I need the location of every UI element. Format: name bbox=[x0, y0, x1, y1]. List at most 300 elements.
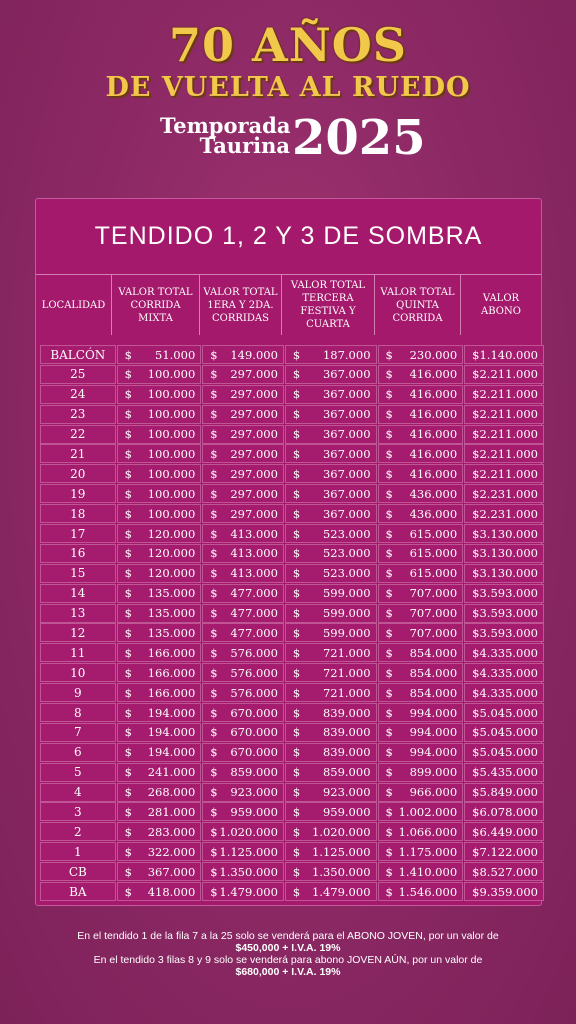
currency-symbol: $ bbox=[472, 725, 480, 740]
price-value: 615.000 bbox=[409, 526, 458, 541]
table-row bbox=[40, 484, 545, 504]
poster-header bbox=[0, 0, 576, 190]
currency-symbol: $ bbox=[210, 606, 218, 621]
price-value: 297.000 bbox=[230, 367, 278, 382]
price-value: 1.002.000 bbox=[398, 804, 458, 819]
price-cell bbox=[378, 802, 464, 821]
price-value: 2.211.000 bbox=[479, 427, 538, 442]
table-header-row bbox=[36, 275, 541, 335]
price-value: 413.000 bbox=[230, 546, 278, 561]
price-value: 100.000 bbox=[147, 387, 196, 402]
currency-symbol: $ bbox=[292, 506, 301, 521]
price-cell bbox=[285, 623, 377, 642]
currency-symbol: $ bbox=[124, 526, 132, 541]
currency-symbol: $ bbox=[472, 884, 480, 899]
currency-symbol: $ bbox=[385, 387, 393, 402]
price-cell bbox=[117, 504, 202, 523]
price-value: 297.000 bbox=[230, 387, 278, 402]
table-row bbox=[40, 365, 545, 385]
price-cell bbox=[285, 544, 377, 563]
currency-symbol: $ bbox=[472, 685, 480, 700]
table-row bbox=[40, 564, 545, 584]
currency-symbol: $ bbox=[385, 824, 393, 839]
currency-symbol: $ bbox=[385, 586, 393, 601]
column-header-tercera-cuarta: VALOR TOTAL TERCERA FESTIVA Y CUARTA bbox=[282, 275, 375, 335]
price-value: 2.211.000 bbox=[479, 367, 538, 382]
price-cell bbox=[378, 604, 464, 623]
currency-symbol: $ bbox=[385, 705, 393, 720]
price-value: 241.000 bbox=[147, 765, 196, 780]
price-value: 166.000 bbox=[147, 665, 196, 680]
price-value: 477.000 bbox=[230, 625, 278, 640]
currency-symbol: $ bbox=[472, 546, 480, 561]
price-value: 721.000 bbox=[322, 685, 371, 700]
currency-symbol: $ bbox=[124, 407, 132, 422]
currency-symbol: $ bbox=[472, 844, 480, 859]
price-value: 3.593.000 bbox=[479, 586, 538, 601]
price-value: 707.000 bbox=[409, 625, 458, 640]
price-cell bbox=[378, 743, 464, 762]
price-value: 416.000 bbox=[409, 407, 458, 422]
price-value: 1.350.000 bbox=[311, 864, 371, 879]
currency-symbol: $ bbox=[292, 765, 301, 780]
row-location: 5 bbox=[40, 763, 116, 782]
currency-symbol: $ bbox=[385, 685, 393, 700]
currency-symbol: $ bbox=[472, 427, 480, 442]
row-location: 8 bbox=[40, 703, 116, 722]
price-value: 297.000 bbox=[230, 466, 278, 481]
currency-symbol: $ bbox=[124, 685, 132, 700]
price-cell bbox=[464, 763, 544, 782]
price-cell bbox=[464, 822, 544, 841]
table-row bbox=[40, 385, 545, 405]
price-value: 707.000 bbox=[409, 606, 458, 621]
currency-symbol: $ bbox=[124, 606, 132, 621]
currency-symbol: $ bbox=[472, 347, 480, 362]
price-cell bbox=[464, 484, 544, 503]
price-cell bbox=[117, 444, 202, 463]
table-row bbox=[40, 425, 545, 445]
price-cell bbox=[464, 345, 544, 364]
anniversary-title: 70 AÑOS bbox=[168, 18, 408, 72]
currency-symbol: $ bbox=[472, 765, 480, 780]
table-row bbox=[40, 783, 545, 803]
price-cell bbox=[117, 385, 202, 404]
price-value: 1.350.000 bbox=[219, 864, 278, 879]
currency-symbol: $ bbox=[124, 625, 132, 640]
table-row bbox=[40, 802, 545, 822]
price-value: 100.000 bbox=[147, 466, 196, 481]
price-cell bbox=[285, 405, 377, 424]
price-cell bbox=[464, 464, 544, 483]
currency-symbol: $ bbox=[292, 606, 301, 621]
footer-note-1: En el tendido 1 de la fila 7 a la 25 solo se venderá para el ABONO JOVEN, por un valor de bbox=[77, 930, 499, 942]
currency-symbol: $ bbox=[124, 884, 132, 899]
row-location: 6 bbox=[40, 743, 116, 762]
row-location: 16 bbox=[40, 544, 116, 563]
price-cell bbox=[464, 862, 544, 881]
currency-symbol: $ bbox=[472, 665, 480, 680]
currency-symbol: $ bbox=[472, 526, 480, 541]
price-value: 4.335.000 bbox=[479, 665, 538, 680]
price-cell bbox=[378, 425, 464, 444]
currency-symbol: $ bbox=[210, 427, 218, 442]
price-value: 3.130.000 bbox=[479, 546, 538, 561]
price-value: 51.000 bbox=[155, 347, 196, 362]
price-value: 854.000 bbox=[409, 665, 458, 680]
price-value: 2.211.000 bbox=[479, 466, 538, 481]
currency-symbol: $ bbox=[472, 466, 480, 481]
row-location: 18 bbox=[40, 504, 116, 523]
currency-symbol: $ bbox=[210, 367, 218, 382]
price-value: 135.000 bbox=[147, 586, 196, 601]
currency-symbol: $ bbox=[292, 586, 301, 601]
price-cell bbox=[202, 882, 284, 901]
price-cell bbox=[202, 623, 284, 642]
price-value: 1.175.000 bbox=[398, 844, 458, 859]
price-cell bbox=[117, 345, 202, 364]
column-header-corrida-mixta: VALOR TOTAL CORRIDA MIXTA bbox=[112, 275, 200, 335]
price-cell bbox=[202, 484, 284, 503]
price-value: 6.449.000 bbox=[479, 824, 538, 839]
currency-symbol: $ bbox=[472, 367, 480, 382]
price-cell bbox=[202, 464, 284, 483]
currency-symbol: $ bbox=[385, 506, 393, 521]
currency-symbol: $ bbox=[472, 625, 480, 640]
currency-symbol: $ bbox=[210, 625, 218, 640]
price-cell bbox=[378, 882, 464, 901]
currency-symbol: $ bbox=[292, 645, 301, 660]
table-row bbox=[40, 743, 545, 763]
price-value: 994.000 bbox=[409, 745, 458, 760]
price-cell bbox=[202, 783, 284, 802]
row-location: 2 bbox=[40, 822, 116, 841]
price-value: 839.000 bbox=[322, 705, 371, 720]
currency-symbol: $ bbox=[472, 645, 480, 660]
price-cell bbox=[464, 723, 544, 742]
price-cell bbox=[464, 405, 544, 424]
price-cell bbox=[378, 524, 464, 543]
row-location: 22 bbox=[40, 425, 116, 444]
currency-symbol: $ bbox=[292, 785, 301, 800]
price-cell bbox=[202, 444, 284, 463]
price-cell bbox=[285, 802, 377, 821]
price-value: 707.000 bbox=[409, 586, 458, 601]
price-value: 166.000 bbox=[147, 685, 196, 700]
currency-symbol: $ bbox=[292, 804, 301, 819]
currency-symbol: $ bbox=[210, 804, 218, 819]
currency-symbol: $ bbox=[210, 566, 218, 581]
currency-symbol: $ bbox=[385, 407, 393, 422]
footer-notes bbox=[0, 930, 576, 978]
price-value: 367.000 bbox=[147, 864, 196, 879]
footer-price-1: $450,000 + I.V.A. 19% bbox=[235, 942, 341, 954]
currency-symbol: $ bbox=[472, 446, 480, 461]
price-value: 194.000 bbox=[147, 725, 196, 740]
currency-symbol: $ bbox=[385, 566, 393, 581]
price-cell bbox=[464, 842, 544, 861]
row-location: 20 bbox=[40, 464, 116, 483]
anniversary-subtitle: DE VUELTA AL RUEDO bbox=[105, 72, 471, 103]
price-value: 367.000 bbox=[322, 407, 371, 422]
price-cell bbox=[378, 822, 464, 841]
price-cell bbox=[378, 444, 464, 463]
currency-symbol: $ bbox=[292, 566, 301, 581]
currency-symbol: $ bbox=[472, 804, 480, 819]
price-value: 8.527.000 bbox=[479, 864, 538, 879]
price-cell bbox=[285, 663, 377, 682]
price-value: 859.000 bbox=[230, 765, 278, 780]
row-location: CB bbox=[40, 862, 116, 881]
price-cell bbox=[202, 604, 284, 623]
price-value: 416.000 bbox=[409, 367, 458, 382]
row-location: 21 bbox=[40, 444, 116, 463]
currency-symbol: $ bbox=[124, 486, 132, 501]
price-cell bbox=[285, 484, 377, 503]
table-row bbox=[40, 604, 545, 624]
price-value: 100.000 bbox=[147, 367, 196, 382]
table-row bbox=[40, 882, 545, 902]
price-value: 1.410.000 bbox=[398, 864, 458, 879]
row-location: 25 bbox=[40, 365, 116, 384]
price-value: 1.020.000 bbox=[219, 824, 278, 839]
currency-symbol: $ bbox=[292, 864, 301, 879]
table-row bbox=[40, 504, 545, 524]
price-cell bbox=[117, 822, 202, 841]
price-value: 297.000 bbox=[230, 407, 278, 422]
currency-symbol: $ bbox=[385, 844, 393, 859]
price-cell bbox=[378, 623, 464, 642]
price-value: 135.000 bbox=[147, 606, 196, 621]
price-value: 135.000 bbox=[147, 625, 196, 640]
currency-symbol: $ bbox=[292, 844, 301, 859]
price-value: 297.000 bbox=[230, 427, 278, 442]
currency-symbol: $ bbox=[124, 466, 132, 481]
price-table bbox=[35, 198, 542, 906]
price-value: 297.000 bbox=[230, 506, 278, 521]
price-value: 3.130.000 bbox=[479, 526, 538, 541]
currency-symbol: $ bbox=[124, 844, 132, 859]
price-value: 5.849.000 bbox=[479, 785, 538, 800]
table-row bbox=[40, 444, 545, 464]
price-value: 477.000 bbox=[230, 606, 278, 621]
row-location: 7 bbox=[40, 723, 116, 742]
currency-symbol: $ bbox=[124, 785, 132, 800]
price-value: 413.000 bbox=[230, 566, 278, 581]
price-value: 5.435.000 bbox=[479, 765, 538, 780]
price-cell bbox=[464, 604, 544, 623]
price-cell bbox=[202, 842, 284, 861]
price-value: 2.211.000 bbox=[479, 446, 538, 461]
currency-symbol: $ bbox=[124, 645, 132, 660]
price-value: 230.000 bbox=[409, 347, 458, 362]
table-row bbox=[40, 544, 545, 564]
price-cell bbox=[202, 405, 284, 424]
price-cell bbox=[464, 703, 544, 722]
season-label-line1: Temporada bbox=[160, 113, 291, 138]
price-value: 576.000 bbox=[230, 685, 278, 700]
price-cell bbox=[202, 683, 284, 702]
price-cell bbox=[117, 425, 202, 444]
price-value: 5.045.000 bbox=[479, 725, 538, 740]
price-value: 670.000 bbox=[230, 745, 278, 760]
price-cell bbox=[285, 763, 377, 782]
currency-symbol: $ bbox=[385, 367, 393, 382]
price-cell bbox=[378, 703, 464, 722]
currency-symbol: $ bbox=[472, 486, 480, 501]
price-cell bbox=[117, 723, 202, 742]
row-location: 12 bbox=[40, 623, 116, 642]
row-location: 9 bbox=[40, 683, 116, 702]
price-value: 966.000 bbox=[409, 785, 458, 800]
row-location: 19 bbox=[40, 484, 116, 503]
currency-symbol: $ bbox=[210, 446, 218, 461]
currency-symbol: $ bbox=[292, 745, 301, 760]
price-value: 436.000 bbox=[409, 506, 458, 521]
price-cell bbox=[117, 584, 202, 603]
currency-symbol: $ bbox=[124, 864, 132, 879]
price-cell bbox=[378, 504, 464, 523]
price-cell bbox=[378, 564, 464, 583]
row-location: 14 bbox=[40, 584, 116, 603]
price-cell bbox=[464, 584, 544, 603]
price-value: 100.000 bbox=[147, 407, 196, 422]
currency-symbol: $ bbox=[292, 884, 301, 899]
price-value: 297.000 bbox=[230, 486, 278, 501]
currency-symbol: $ bbox=[210, 705, 218, 720]
currency-symbol: $ bbox=[124, 427, 132, 442]
price-cell bbox=[117, 862, 202, 881]
price-value: 436.000 bbox=[409, 486, 458, 501]
row-location: 3 bbox=[40, 802, 116, 821]
currency-symbol: $ bbox=[210, 586, 218, 601]
row-location: 15 bbox=[40, 564, 116, 583]
season-label bbox=[160, 113, 291, 158]
price-value: 599.000 bbox=[322, 606, 371, 621]
price-value: 5.045.000 bbox=[479, 745, 538, 760]
table-row bbox=[40, 842, 545, 862]
row-location: 17 bbox=[40, 524, 116, 543]
column-header-1era-2da: VALOR TOTAL 1ERA Y 2DA. CORRIDAS bbox=[200, 275, 282, 335]
currency-symbol: $ bbox=[210, 526, 218, 541]
price-value: 120.000 bbox=[147, 526, 196, 541]
price-cell bbox=[464, 544, 544, 563]
currency-symbol: $ bbox=[210, 824, 218, 839]
price-cell bbox=[378, 723, 464, 742]
price-cell bbox=[464, 564, 544, 583]
currency-symbol: $ bbox=[385, 625, 393, 640]
price-value: 297.000 bbox=[230, 446, 278, 461]
price-cell bbox=[202, 743, 284, 762]
currency-symbol: $ bbox=[292, 685, 301, 700]
table-row bbox=[40, 663, 545, 683]
price-value: 120.000 bbox=[147, 546, 196, 561]
currency-symbol: $ bbox=[210, 785, 218, 800]
currency-symbol: $ bbox=[210, 347, 218, 362]
row-location: 1 bbox=[40, 842, 116, 861]
price-value: 1.125.000 bbox=[219, 844, 278, 859]
price-cell bbox=[202, 544, 284, 563]
currency-symbol: $ bbox=[385, 765, 393, 780]
price-cell bbox=[117, 663, 202, 682]
price-value: 7.122.000 bbox=[479, 844, 538, 859]
price-cell bbox=[378, 842, 464, 861]
price-value: 416.000 bbox=[409, 446, 458, 461]
currency-symbol: $ bbox=[472, 864, 480, 879]
price-cell bbox=[464, 365, 544, 384]
currency-symbol: $ bbox=[210, 645, 218, 660]
table-body bbox=[40, 345, 545, 902]
table-row bbox=[40, 703, 545, 723]
price-value: 599.000 bbox=[322, 586, 371, 601]
currency-symbol: $ bbox=[472, 824, 480, 839]
price-cell bbox=[202, 723, 284, 742]
price-value: 599.000 bbox=[322, 625, 371, 640]
price-cell bbox=[378, 663, 464, 682]
currency-symbol: $ bbox=[292, 446, 301, 461]
price-cell bbox=[202, 802, 284, 821]
table-row bbox=[40, 584, 545, 604]
currency-symbol: $ bbox=[385, 745, 393, 760]
price-value: 283.000 bbox=[147, 824, 196, 839]
price-value: 2.211.000 bbox=[479, 387, 538, 402]
table-row bbox=[40, 524, 545, 544]
price-value: 416.000 bbox=[409, 387, 458, 402]
price-cell bbox=[117, 564, 202, 583]
price-cell bbox=[285, 822, 377, 841]
price-cell bbox=[285, 783, 377, 802]
currency-symbol: $ bbox=[124, 387, 132, 402]
row-location: BALCÓN bbox=[40, 345, 116, 364]
price-cell bbox=[285, 564, 377, 583]
table-row bbox=[40, 683, 545, 703]
price-value: 2.231.000 bbox=[479, 486, 538, 501]
currency-symbol: $ bbox=[385, 864, 393, 879]
currency-symbol: $ bbox=[472, 705, 480, 720]
price-cell bbox=[117, 643, 202, 662]
price-cell bbox=[464, 643, 544, 662]
price-cell bbox=[285, 425, 377, 444]
row-location: 24 bbox=[40, 385, 116, 404]
row-location: 10 bbox=[40, 663, 116, 682]
price-cell bbox=[285, 345, 377, 364]
currency-symbol: $ bbox=[385, 645, 393, 660]
price-value: 1.546.000 bbox=[398, 884, 458, 899]
price-cell bbox=[378, 405, 464, 424]
price-value: 322.000 bbox=[147, 844, 196, 859]
price-value: 3.593.000 bbox=[479, 625, 538, 640]
price-value: 959.000 bbox=[230, 804, 278, 819]
price-cell bbox=[285, 862, 377, 881]
price-cell bbox=[464, 444, 544, 463]
price-cell bbox=[464, 504, 544, 523]
price-cell bbox=[378, 464, 464, 483]
price-value: 959.000 bbox=[322, 804, 371, 819]
footer-note-2: En el tendido 3 filas 8 y 9 solo se venderá para abono JOVEN AÚN, por un valor de bbox=[93, 954, 483, 966]
price-value: 5.045.000 bbox=[479, 705, 538, 720]
column-header-abono: VALOR ABONO bbox=[481, 293, 521, 317]
price-value: 120.000 bbox=[147, 566, 196, 581]
price-value: 367.000 bbox=[322, 466, 371, 481]
price-cell bbox=[117, 484, 202, 503]
currency-symbol: $ bbox=[472, 506, 480, 521]
price-cell bbox=[202, 564, 284, 583]
price-cell bbox=[378, 683, 464, 702]
currency-symbol: $ bbox=[385, 606, 393, 621]
table-row bbox=[40, 862, 545, 882]
price-value: 615.000 bbox=[409, 546, 458, 561]
price-cell bbox=[117, 544, 202, 563]
